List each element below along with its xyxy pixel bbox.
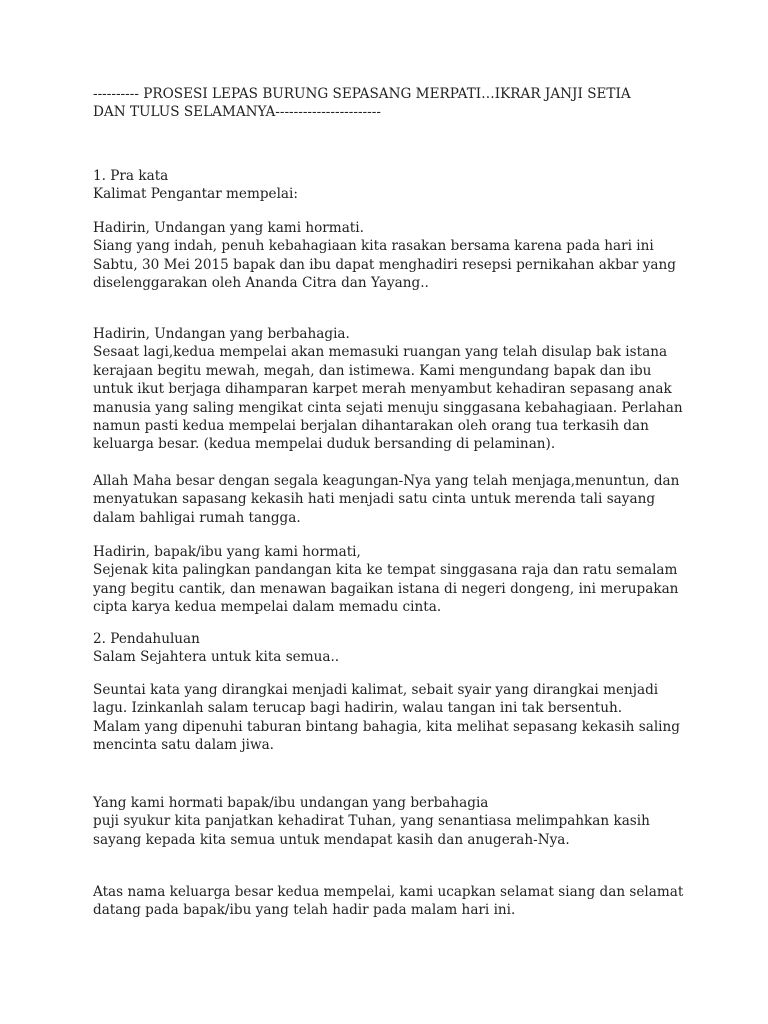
paragraph	[93, 325, 693, 454]
text-line: dalam bahligai rumah tangga.	[93, 509, 301, 526]
paragraph	[93, 472, 693, 527]
title-line: ---------- PROSESI LEPAS BURUNG SEPASANG MERPATI…IKRAR JANJI SETIA	[93, 86, 631, 102]
text-line: diselenggarakan oleh Ananda Citra dan Yayang..	[93, 275, 429, 292]
text-line: 2. Pendahuluan	[93, 631, 200, 647]
title-line: DAN TULUS SELAMANYA-----------------------	[93, 104, 381, 121]
text-line: Sesaat lagi,kedua mempelai akan memasuki ruangan yang telah disulap bak istana	[93, 344, 668, 361]
text-line: mencinta satu dalam jiwa.	[93, 737, 275, 754]
paragraph	[93, 219, 693, 293]
text-line: manusia yang saling mengikat cinta sejati menuju singgasana kebahagiaan. Perlahan	[93, 399, 683, 416]
section-heading-pra-kata	[93, 167, 693, 204]
text-line: Atas nama keluarga besar kedua mempelai, kami ucapkan selamat siang dan selamat	[93, 884, 684, 900]
text-line: Siang yang indah, penuh kebahagiaan kita rasakan bersama karena pada hari ini	[93, 238, 654, 255]
paragraph	[93, 681, 693, 755]
text-line: lagu. Izinkanlah salam terucap bagi hadirin, walau tangan ini tak bersentuh.	[93, 700, 623, 717]
text-line: puji syukur kita panjatkan kehadirat Tuhan, yang senantiasa melimpahkan kasih	[93, 813, 650, 830]
section-heading-pendahuluan	[93, 630, 693, 667]
text-line: Allah Maha besar dengan segala keagungan-Nya yang telah menjaga,menuntun, dan	[93, 473, 680, 489]
text-line: Hadirin, bapak/ibu yang kami hormati,	[93, 544, 361, 560]
text-line: Hadirin, Undangan yang berbahagia.	[93, 326, 350, 342]
text-line: cipta karya kedua mempelai dalam memadu cinta.	[93, 599, 442, 616]
text-line: sayang kepada kita semua untuk mendapat kasih dan anugerah-Nya.	[93, 831, 570, 848]
text-line: Seuntai kata yang dirangkai menjadi kalimat, sebait syair yang dirangkai menjadi	[93, 682, 659, 698]
text-line: yang begitu cantik, dan menawan bagaikan istana di negeri dongeng, ini merupakan	[93, 580, 679, 597]
text-line: kerajaan begitu mewah, megah, dan istimewa. Kami mengundang bapak dan ibu	[93, 362, 652, 379]
document-title	[93, 85, 693, 122]
text-line: Sabtu, 30 Mei 2015 bapak dan ibu dapat menghadiri resepsi pernikahan akbar yang	[93, 256, 676, 273]
text-line: 1. Pra kata	[93, 168, 169, 184]
paragraph	[93, 883, 693, 920]
paragraph	[93, 543, 693, 617]
text-line: Hadirin, Undangan yang kami hormati.	[93, 220, 364, 236]
text-line: Yang kami hormati bapak/ibu undangan yang berbahagia	[93, 795, 489, 811]
text-line: untuk ikut berjaga dihamparan karpet merah menyambut kehadiran sepasang anak	[93, 381, 672, 398]
text-line: namun pasti kedua mempelai berjalan dihantarakan oleh orang tua terkasih dan	[93, 418, 649, 435]
text-line: keluarga besar. (kedua mempelai duduk bersanding di pelaminan).	[93, 436, 556, 453]
text-line: menyatukan sapasang kekasih hati menjadi satu cinta untuk merenda tali sayang	[93, 491, 656, 508]
text-line: Sejenak kita palingkan pandangan kita ke tempat singgasana raja dan ratu semalam	[93, 562, 678, 579]
text-line: Kalimat Pengantar mempelai:	[93, 186, 298, 203]
text-line: datang pada bapak/ibu yang telah hadir pada malam hari ini.	[93, 902, 516, 919]
paragraph	[93, 794, 693, 849]
text-line: Malam yang dipenuhi taburan bintang bahagia, kita melihat sepasang kekasih saling	[93, 718, 680, 735]
text-line: Salam Sejahtera untuk kita semua..	[93, 649, 340, 666]
